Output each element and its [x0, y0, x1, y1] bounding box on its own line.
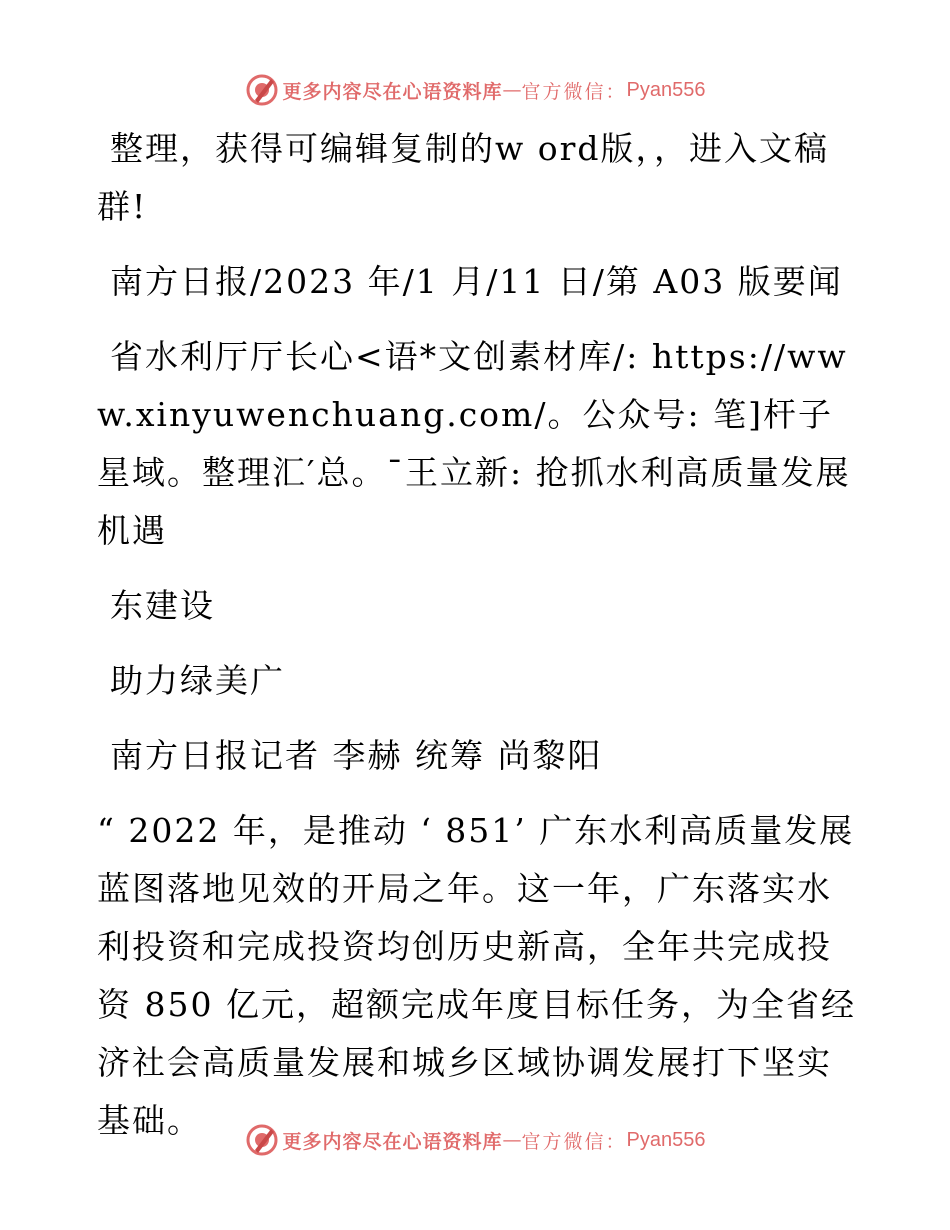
- paragraph-subtitle-2: 助力绿美广: [110, 661, 285, 700]
- paragraph-headline: 省水利厅厅长心<语*文创素材库/: https://www.xinyuwenchuang.com/。公众号: 笔]杆子星域。整理汇′总。¯王立新: 抢抓水利高质量发展机遇: [97, 337, 851, 550]
- header-watermark: [0, 70, 950, 110]
- paragraph-source: 南方日报/2023 年/1 月/11 日/第 A03 版要闻: [110, 262, 843, 301]
- watermark-wechat-id: Pyan556: [626, 1128, 706, 1151]
- pen-logo-icon: [245, 1123, 279, 1157]
- paragraph-subtitle-1: 东建设: [110, 586, 215, 625]
- watermark-separator: —: [502, 79, 522, 101]
- paragraph-body: “ 2022 年，是推动 ‘ 851’ 广东水利高质量发展蓝图落地见效的开局之年。这一年，广东落实水利投资和完成投资均创历史新高，全年共完成投资 850 亿元，超额完成年度目标任务，为全省经济社会高质量发展和城乡区域协调发展打下坚实基础。: [97, 811, 856, 1140]
- watermark-label: 官方微信：: [521, 80, 627, 103]
- pen-logo-icon: [245, 73, 279, 107]
- watermark-wechat-id: Pyan556: [626, 78, 706, 101]
- footer-watermark: [0, 1120, 950, 1160]
- watermark-label: 官方微信：: [521, 1130, 627, 1153]
- watermark-text: 更多内容尽在心语资料库: [282, 1130, 503, 1153]
- document-body: [97, 120, 857, 1167]
- watermark-separator: —: [502, 1129, 522, 1151]
- watermark-text: 更多内容尽在心语资料库: [282, 80, 503, 103]
- paragraph-byline: 南方日报记者 李赫 统筹 尚黎阳: [110, 736, 603, 775]
- paragraph-intro: 整理，获得可编辑复制的w ord版，，进入文稿群!: [97, 129, 830, 226]
